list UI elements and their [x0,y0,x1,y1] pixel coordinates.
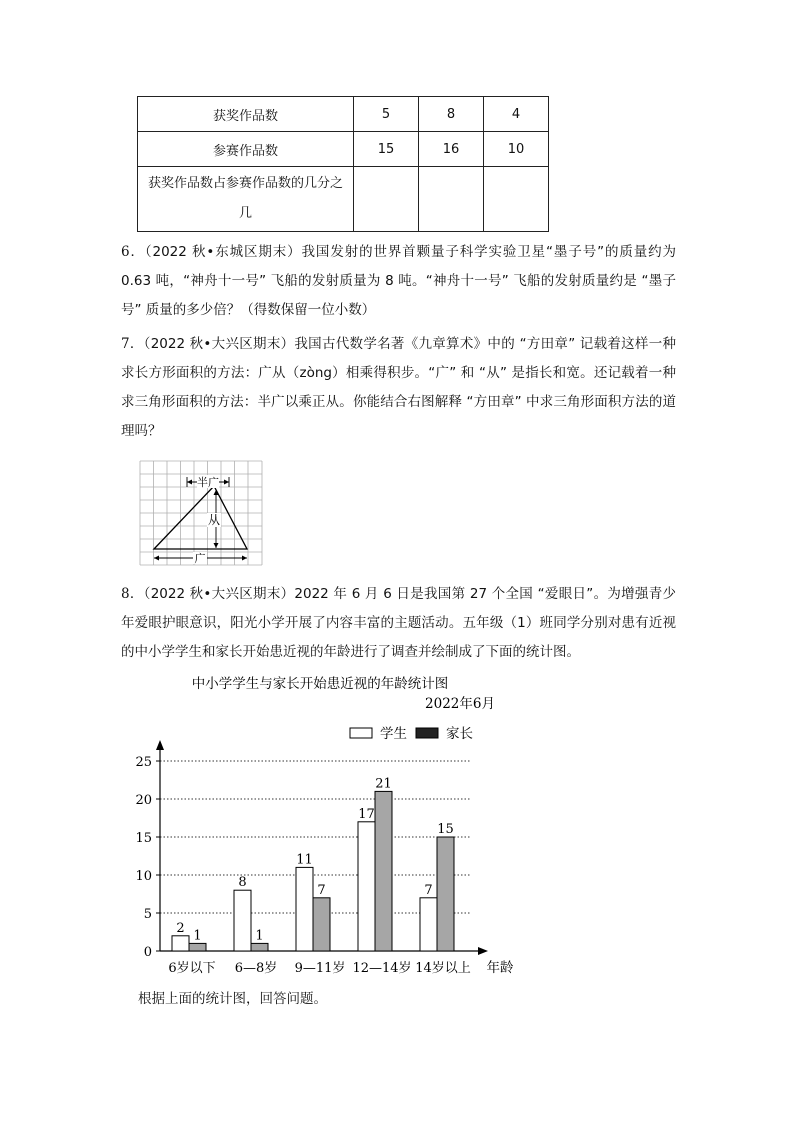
chart-bars [172,776,454,951]
data-label: 8 [238,875,247,891]
table-cell: 15 [354,132,419,167]
arrowhead [154,556,159,561]
height-label: 从 [207,513,221,527]
row-label-line1: 获奖作品数占参赛作品数的几分之 [147,176,343,191]
data-label: 7 [317,882,326,898]
answer-cell[interactable] [484,167,549,232]
table-cell: 8 [419,97,484,132]
base-label: 广 [194,552,206,565]
question-7 [121,330,676,446]
question-text: （2022 秋•东城区期末）我国发射的世界首颗量子科学实验卫星“墨子号”的质量约为 0.63 吨，“神舟十一号” 飞船的发射质量为 8 吨。“神舟十一号” 飞船的发射质量约是 “墨子号” 质量的多少倍？（得数保留一位小数） [121,244,676,318]
half-base-label: 半广 [197,476,219,489]
student-bar [420,898,437,951]
y-axis-arrow [156,740,164,750]
footer-instruction: 根据上面的统计图，回答问题。 [138,991,327,1007]
parent-bar [375,791,392,951]
row-label: 获奖作品数 [138,97,354,132]
y-tick-label: 20 [135,793,152,808]
table-cell: 16 [419,132,484,167]
data-label: 21 [375,776,392,792]
row-label [138,167,354,232]
question-number: 7． [121,336,144,352]
student-bar [296,867,313,951]
question-8 [121,580,676,667]
student-bar [358,822,375,951]
legend-label-student: 学生 [380,726,407,742]
table-row [138,167,549,232]
student-bar [234,890,251,951]
table-row [138,97,549,132]
row-label-line2: 几 [238,206,252,221]
arrowhead [187,480,192,485]
question-number: 8． [121,586,144,602]
answer-cell[interactable] [419,167,484,232]
table-cell: 10 [484,132,549,167]
x-tick-label: 14岁以上 [415,961,471,976]
table-row [138,132,549,167]
data-label: 15 [437,822,454,837]
arrowhead [214,543,219,548]
chart-title: 中小学学生与家长开始患近视的年龄统计图 [191,676,449,692]
data-label: 2 [176,920,185,936]
question-text: （2022 秋•大兴区期末）我国古代数学名著《九章算术》中的 “方田章” 记载着这样一种求长方形面积的方法：广从（zòng）相乘得积步。“广” 和 “从” 是指长和宽。还记载着一种求三角形面积的方法：半广以乘正从。你能结合右图解释 “方田章” 中求三角形面积方法的道理吗？ [121,336,676,439]
y-tick-label: 15 [135,831,152,846]
triangle [154,486,247,549]
student-bar [172,936,189,951]
data-label: 7 [424,882,433,898]
x-tick-label: 6—8岁 [234,961,278,976]
legend-swatch-parent [416,728,438,738]
x-axis-label: 年龄 [486,960,514,976]
x-tick-label: 6岁以下 [168,961,216,976]
parent-bar [437,837,454,951]
parent-bar [189,943,206,951]
legend-swatch-student [350,728,372,738]
parent-bar [251,943,268,951]
question-6 [121,238,676,325]
arrowhead [242,556,247,561]
question-number: 6． [121,244,145,260]
x-tick-label: 12—14岁 [352,961,412,976]
chart-subtitle: 2022年6月 [425,696,495,712]
answer-cell[interactable] [354,167,419,232]
award-table [137,96,549,232]
legend-label-parent: 家长 [446,726,473,742]
x-tick-label: 9—11岁 [294,961,346,976]
parent-bar [313,898,330,951]
arrowhead [224,480,229,485]
table-cell: 4 [484,97,549,132]
y-tick-label: 10 [135,869,152,884]
data-label: 17 [358,806,375,822]
row-label: 参赛作品数 [138,132,354,167]
data-label: 1 [255,928,264,944]
chart-legend [350,725,473,742]
y-tick-label: 0 [143,945,152,960]
triangle-grid-diagram [139,460,263,566]
data-label: 1 [193,928,202,944]
x-axis-arrow [478,947,488,955]
y-tick-label: 25 [135,755,152,770]
y-tick-label: 5 [143,907,152,922]
data-label: 11 [296,852,313,868]
table-cell: 5 [354,97,419,132]
question-text: （2022 秋•大兴区期末）2022 年 6 月 6 日是我国第 27 个全国 “爱眼日”。为增强青少年爱眼护眼意识，阳光小学开展了内容丰富的主题活动。五年级（1）班同学分别对患有近视的中小学学生和家长开始患近视的年龄进行了调查并绘制成了下面的统计图。 [121,586,677,660]
myopia-age-bar-chart [130,668,530,983]
